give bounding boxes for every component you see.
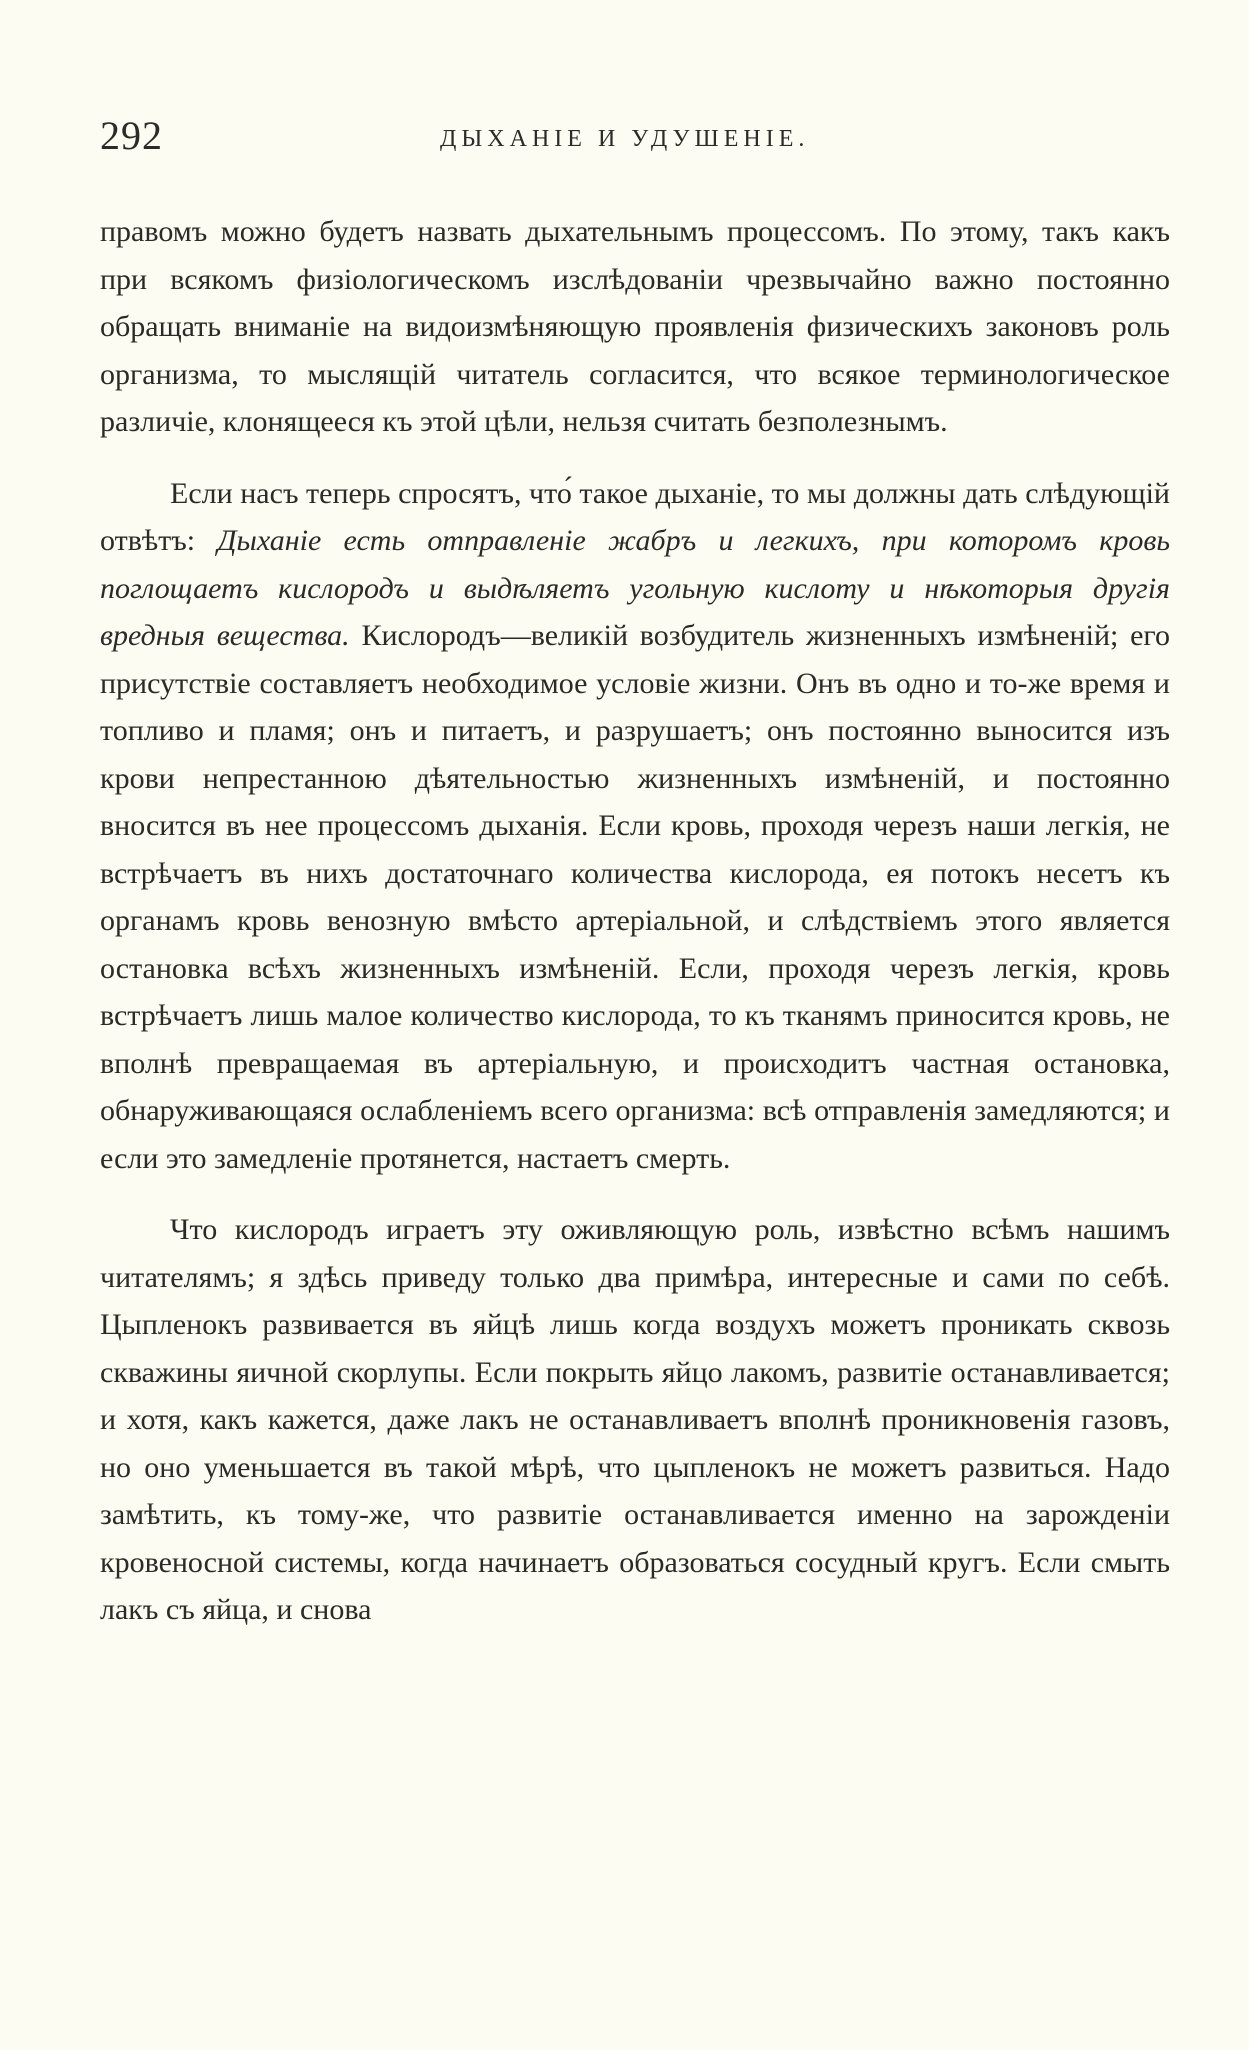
paragraph-3: Что кислородъ играетъ эту оживляющую роль, извѣстно всѣмъ нашимъ читателямъ; я здѣсь приведу только два примѣра, интересные и сами по себѣ. Цыпленокъ развивается въ яйцѣ лишь когда воздухъ можетъ проникать сквозь скважины яичной скорлупы. Если покрыть яйцо лакомъ, развитіе останавливается; и хотя, какъ кажется, даже лакъ не останавливаетъ вполнѣ проникновенія газовъ, но оно уменьшается въ такой мѣрѣ, что цыпленокъ не можетъ развиться. Надо замѣтить, къ тому-же, что развитіе останавливается именно на зарожденіи кровеносной системы, когда начинаетъ образоваться сосудный кругъ. Если смыть лакъ съ яйца, и снова xyxy=(100,1213,1170,1626)
page-number: 292 xyxy=(100,113,163,158)
paragraph-2-rest: Кислородъ—великій возбудитель жизненныхъ измѣненій; его присутствіе составляетъ необходимое условіе жизни. Онъ въ одно и то-же время и топливо и пламя; онъ и питаетъ, и разрушаетъ; онъ постоянно выносится изъ крови непрестанною дѣятельностью жизненныхъ измѣненій, и постоянно вносится въ нее процессомъ дыханія. Если кровь, проходя черезъ наши легкія, не встрѣчаетъ въ нихъ достаточнаго количества кислорода, ея потокъ несетъ къ органамъ кровь венозную вмѣсто артеріальной, и слѣдствіемъ этого является остановка всѣхъ жизненныхъ измѣненій. Если, проходя черезъ легкія, кровь встрѣчаетъ лишь малое количество кислорода, то къ тканямъ приносится кровь, не вполнѣ превращаемая въ артеріальную, и происходитъ частная остановка, обнаруживающаяся ослабленіемъ всего организма: всѣ отправленія замедляются; и если это замедленіе протянется, настаетъ смерть. xyxy=(100,619,1170,1175)
page-header xyxy=(100,112,1170,172)
paragraph-1: правомъ можно будетъ назвать дыхательнымъ процессомъ. По этому, такъ какъ при всякомъ физіологическомъ изслѣдованіи чрезвычайно важно постоянно обращать вниманіе на видоизмѣняющую проявленія физическихъ законовъ роль организма, то мыслящій читатель согласится, что всякое терминологическое различіе, клонящееся къ этой цѣли, нельзя считать безполезнымъ. xyxy=(100,215,1170,438)
paragraph-2 xyxy=(100,470,1170,1183)
body-text xyxy=(100,208,1170,1634)
definition-emphasis: Дыханіе есть отправленіе жабръ и легкихъ, при которомъ кровь поглощаетъ кислородъ и выдѣляетъ угольную кислоту и нѣкоторыя другія вредныя вещества. xyxy=(100,524,1170,652)
paragraph-2-lead: Если насъ теперь спросятъ, что́ такое дыханіе, то мы должны дать слѣдующій отвѣтъ: xyxy=(100,476,1170,557)
running-title: ДЫХАНІЕ И УДУШЕНІЕ. xyxy=(440,126,810,152)
